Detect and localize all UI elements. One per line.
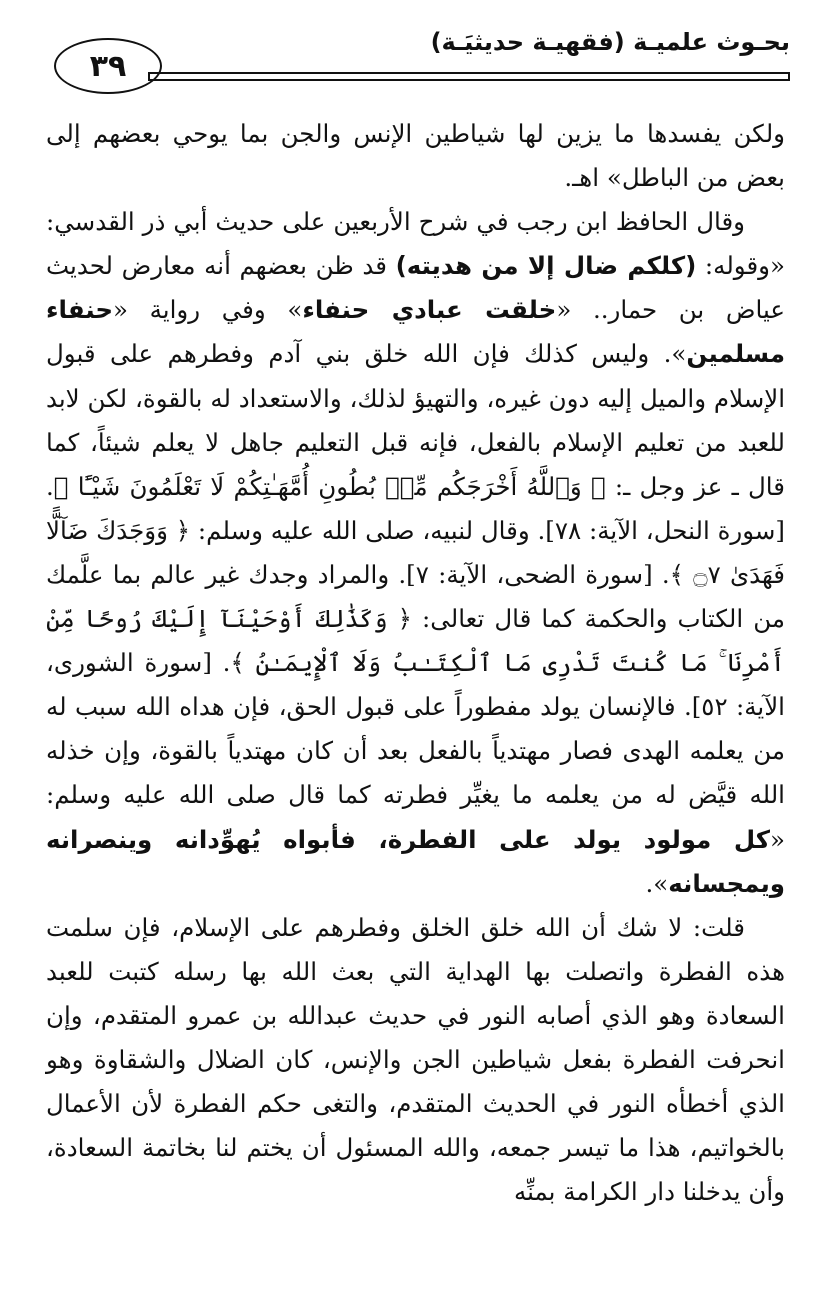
page-header [40, 22, 790, 102]
page-number: ٣٩ [54, 38, 162, 94]
text-run: . [سورة الشورى، الآية: ٥٢]. فالإنسان يولد مفطوراً على قبول الحق، فإن هداه الله سبب له من يعلمه الهدى فصار مهتدياً بالفعل بعد أن كان مهتدياً بالقوة، وإن خذله الله قيَّض له من يعلمه ما يغيِّر فطرته كما قال صلى الله عليه وسلم: « [46, 648, 785, 854]
bold-quote: حنفاء مسلمين [46, 295, 785, 369]
header-rule [148, 72, 790, 81]
paragraph [46, 906, 785, 1215]
running-title: بحـوث علميـة (فقهيـة حديثيَـة) [430, 28, 790, 56]
text-run: ولكن يفسدها ما يزين لها شياطين الإنس والجن بما يوحي بعضهم إلى بعض من الباطل» اهـ. [46, 119, 785, 193]
text-run: . [سورة النحل، الآية: ٧٨]. وقال لنبيه، صلى الله عليه وسلم: [46, 471, 785, 545]
text-run: قد ظن بعضهم أنه معارض لحديث عياض بن حمار.. « [46, 251, 785, 325]
bold-quote: (كلكم ضال إلا من هديته) [395, 251, 697, 281]
paragraph [46, 112, 785, 200]
quran-verse: ﴿ وَوَجَدَكَ ضَآلًّا فَهَدَىٰ ۝٧ ﴾ [46, 515, 785, 589]
bold-quote: كل مولود يولد على الفطرة، فأبواه يُهوِّدانه وينصرانه ويمجسانه [46, 824, 785, 898]
text-run: . [سورة الضحى، الآية: ٧]. والمراد وجدك غير عالم بما علَّمك من الكتاب والحكمة كما قال تعالى: [46, 559, 785, 634]
text-run: ». [645, 868, 669, 898]
paragraph [46, 200, 785, 906]
text-run: قلت: لا شك أن الله خلق الخلق وفطرهم على الإسلام، فإن سلمت هذه الفطرة واتصلت بها الهداية التي بعث الله بها رسله كتبت للعبد السعادة وهو الذي أصابه النور في حديث عبدالله بن عمرو المتقدم، وإن انحرفت الفطرة بفعل شياطين الجن والإنس، كان الضلال والشقاوة وهو الذي أخطأه النور في الحديث المتقدم، والتغى حكم الفطرة لأن الأعمال بالخواتيم، هذا ما تيسر جمعه، والله المسئول أن يختم لنا بخاتمة السعادة، وأن يدخلنا دار الكرامة بمنِّه [46, 912, 785, 1207]
text-run: » وفي رواية « [113, 295, 303, 325]
quran-verse: ﴿ وَكَذَٰلِكَ أَوْحَيْنَآ إِلَيْكَ رُوحًا مِّنْ أَمْرِنَا ۚ مَا كُنتَ تَدْرِى مَا ٱلْكِتَـٰبُ وَلَا ٱلْإِيمَـٰنُ ﴾ [46, 604, 785, 678]
body-text [46, 112, 785, 1214]
text-run: ». وليس كذلك فإن الله خلق بني آدم وفطرهم على قبول الإسلام والميل إليه دون غيره، والتهيؤ لذلك، والاستعداد له بالقوة، لكن لابد للعبد من تعليم الإسلام بالفعل، فإنه قبل التعليم جاهل لا يعلم شيئاً، كما قال ـ عز وجل ـ: [46, 339, 785, 501]
text-run: وقال الحافظ ابن رجب في شرح الأربعين على حديث أبي ذر القدسي: «وقوله: [46, 207, 785, 281]
bold-quote: خلقت عبادي حنفاء [302, 295, 557, 325]
quran-verse: ﴿ وَٱللَّهُ أَخْرَجَكُم مِّنۢ بُطُونِ أُمَّهَـٰتِكُمْ لَا تَعْلَمُونَ شَيْـًٔا ﴾ [53, 471, 606, 501]
